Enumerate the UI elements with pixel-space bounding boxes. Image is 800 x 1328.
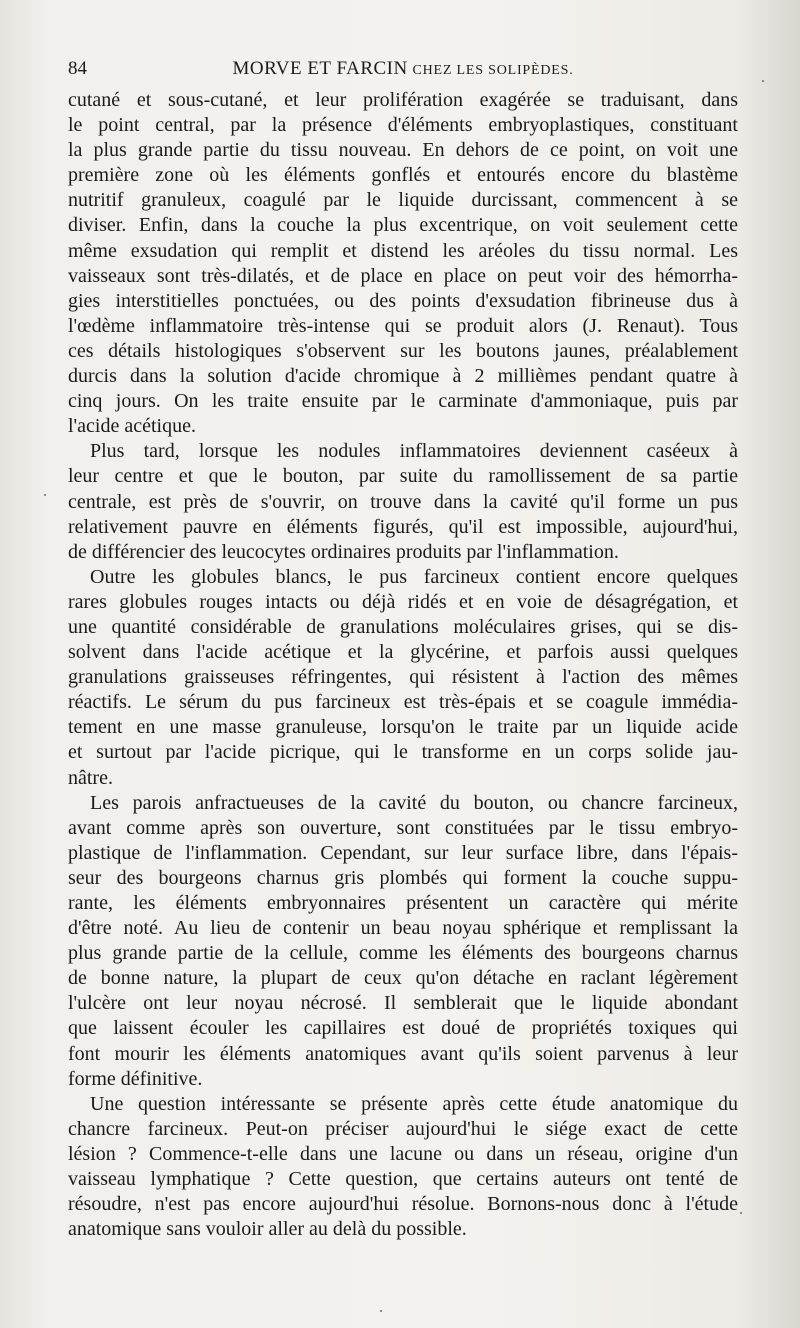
text-line: même exsudation qui remplit et distend les aréoles du tissu normal. Les: [68, 239, 738, 262]
text-line: font mourir les éléments anatomiques avant qu'ils soient parvenus à leur: [68, 1042, 738, 1065]
text-line: nutritif granuleux, coagulé par le liquide durcissant, commencent à se: [68, 189, 738, 212]
text-line: anatomique sans vouloir aller au delà du possible.: [68, 1218, 467, 1241]
text-line: Les parois anfractueuses de la cavité du bouton, ou chancre farcineux,: [90, 791, 738, 814]
paragraph: [68, 565, 738, 791]
text-line: Plus tard, lorsque les nodules inflammatoires deviennent caséeux à: [90, 440, 738, 463]
text-line: vaisseau lymphatique ? Cette question, que certains auteurs ont tenté de: [68, 1168, 738, 1191]
paper-speck: [380, 1310, 382, 1312]
text-line: d'être noté. Au lieu de contenir un beau noyau sphérique et remplissant la: [68, 917, 738, 940]
text-line: tement en une masse granuleuse, lorsqu'on le traite par un liquide acide: [68, 716, 738, 739]
text-line: plus grande partie de la cellule, comme les éléments des bourgeons charnus: [68, 942, 738, 965]
body-text: [68, 88, 738, 1242]
text-line: l'œdème inflammatoire très-intense qui se produit alors (J. Renaut). Tous: [68, 314, 738, 337]
text-line: leur centre et que le bouton, par suite du ramollissement de sa partie: [68, 465, 738, 488]
text-line: solvent dans l'acide acétique et la glycérine, et parfois aussi quelques: [68, 641, 738, 664]
text-line: avant comme après son ouverture, sont constituées par le tissu embryo-: [68, 816, 738, 839]
text-line: durcis dans la solution d'acide chromique à 2 millièmes pendant quatre à: [68, 365, 738, 388]
paragraph: [68, 88, 738, 439]
running-title: [68, 58, 738, 80]
text-line: gies interstitielles ponctuées, ou des points d'exsudation fibrineuse dus à: [68, 289, 738, 312]
text-line: réactifs. Le sérum du pus farcineux est très-épais et se coagule immédia-: [68, 691, 738, 714]
text-line: diviser. Enfin, dans la couche la plus excentrique, on voit seulement cette: [68, 214, 738, 237]
text-line: première zone où les éléments gonflés et entourés encore du blastème: [68, 164, 738, 187]
text-line: résoudre, n'est pas encore aujourd'hui résolue. Bornons-nous donc à l'étude: [68, 1193, 738, 1216]
text-line: et surtout par l'acide picrique, qui le transforme en un corps solide jau-: [68, 741, 738, 764]
paragraph: [68, 439, 738, 564]
text-line: granulations graisseuses réfringentes, qui résistent à l'action des mêmes: [68, 666, 738, 689]
text-line: vaisseaux sont très-dilatés, et de place en place on peut voir des hémorrha-: [68, 264, 738, 287]
text-line: Une question intéressante se présente après cette étude anatomique du: [90, 1092, 738, 1115]
text-line: une quantité considérable de granulations moléculaires grises, qui se dis-: [68, 615, 738, 638]
paper-speck: [740, 1212, 742, 1214]
text-line: seur des bourgeons charnus gris plombés qui forment la couche suppu-: [68, 866, 738, 889]
text-line: Outre les globules blancs, le pus farcineux contient encore quelques: [90, 565, 738, 588]
text-line: plastique de l'inflammation. Cependant, sur leur surface libre, dans l'épais-: [68, 841, 738, 864]
paragraph: [68, 1092, 738, 1243]
text-line: l'ulcère ont leur noyau nécrosé. Il semblerait que le liquide abondant: [68, 992, 738, 1015]
paper-speck: [44, 494, 46, 496]
text-line: que laissent écouler les capillaires est doué de propriétés toxiques qui: [68, 1017, 738, 1040]
text-line: cutané et sous-cutané, et leur prolifération exagérée se traduisant, dans: [68, 89, 738, 111]
text-line: nâtre.: [68, 766, 113, 789]
running-title-small: CHEZ LES SOLIPÈDES.: [412, 63, 574, 78]
text-line: ces détails histologiques s'observent sur les boutons jaunes, préalablement: [68, 339, 738, 362]
text-line: l'acide acétique.: [68, 415, 196, 438]
text-line: la plus grande partie du tissu nouveau. En dehors de ce point, on voit une: [68, 139, 738, 162]
text-line: de différencier des leucocytes ordinaires produits par l'inflammation.: [68, 540, 619, 563]
text-line: chancre farcineux. Peut-on préciser aujourd'hui le siége exact de cette: [68, 1117, 738, 1140]
page-number: 84: [68, 58, 87, 79]
paragraph: [68, 791, 738, 1092]
text-line: rares globules rouges intacts ou déjà ridés et en voie de désagrégation, et: [68, 590, 738, 613]
text-line: forme définitive.: [68, 1067, 203, 1090]
running-title-main: MORVE ET FARCIN: [232, 58, 408, 79]
running-header: [68, 58, 738, 84]
text-line: de bonne nature, la plupart de ceux qu'on détache en raclant légèrement: [68, 967, 738, 990]
text-line: le point central, par la présence d'éléments embryoplastiques, constituant: [68, 114, 738, 137]
text-line: lésion ? Commence-t-elle dans une lacune ou dans un réseau, origine d'un: [68, 1142, 738, 1165]
text-line: cinq jours. On les traite ensuite par le carminate d'ammoniaque, puis par: [68, 390, 738, 413]
text-line: rante, les éléments embryonnaires présentent un caractère qui mérite: [68, 892, 738, 914]
paper-speck: [762, 80, 764, 82]
text-line: relativement pauvre en éléments figurés, qu'il est impossible, aujourd'hui,: [68, 515, 738, 538]
text-line: centrale, est près de s'ouvrir, on trouve dans la cavité qu'il forme un pus: [68, 490, 738, 513]
